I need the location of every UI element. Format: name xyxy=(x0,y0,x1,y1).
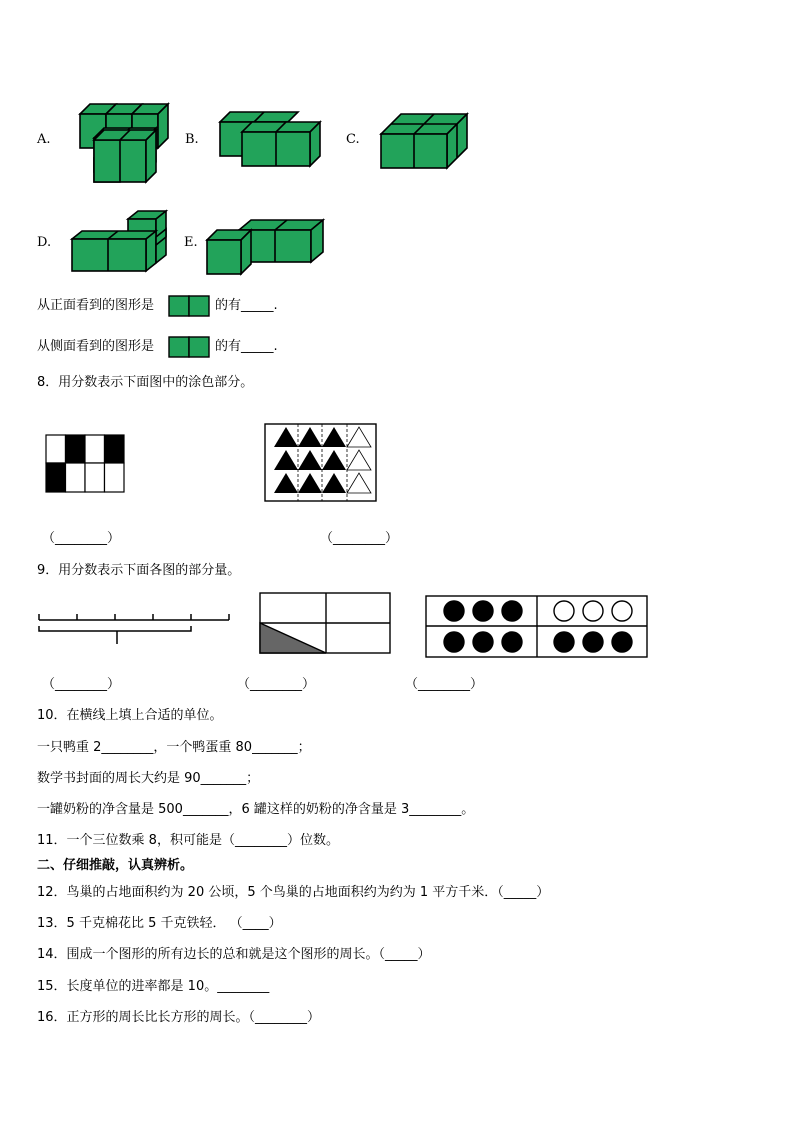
q11-text[interactable]: 11．一个三位数乘 8，积可能是（________）位数。 xyxy=(37,833,339,848)
option-e-label: E. xyxy=(184,235,198,250)
q15-text[interactable]: 15．长度单位的进率都是 10。________ xyxy=(37,979,270,994)
front-view-suffix: 的有_____. xyxy=(215,298,278,313)
circle-dots-figure xyxy=(425,595,650,659)
q10-line-1[interactable]: 一只鸭重 2________，一个鸭蛋重 80_______； xyxy=(37,740,311,755)
q16-text[interactable]: 16．正方形的周长比长方形的周长。（________） xyxy=(37,1010,321,1025)
cube-figure-e xyxy=(205,218,327,276)
q9-answer-blank-3[interactable]: （________） xyxy=(405,677,484,692)
cube-figure-b xyxy=(218,110,324,174)
option-a-label: A. xyxy=(37,132,51,147)
q10-line-3[interactable]: 一罐奶粉的净含量是 500_______，6 罐这样的奶粉的净含量是 3________。 xyxy=(37,802,475,817)
grid-shaded-figure xyxy=(45,434,127,494)
option-b-label: B. xyxy=(185,132,199,147)
q10-title: 10．在横线上填上合适的单位。 xyxy=(37,708,223,723)
q14-text[interactable]: 14．围成一个图形的所有边长的总和就是这个图形的周长。（_____） xyxy=(37,947,431,962)
segment-bar-figure xyxy=(37,610,232,650)
option-c-label: C. xyxy=(346,132,360,147)
option-d-label: D. xyxy=(37,235,52,250)
front-view-prefix: 从正面看到的图形是 xyxy=(37,298,155,313)
two-square-icon xyxy=(168,336,210,358)
q8-answer-blank-2[interactable]: （________） xyxy=(320,531,399,546)
q9-title: 9．用分数表示下面各图的部分量。 xyxy=(37,563,241,578)
side-view-prefix: 从侧面看到的图形是 xyxy=(37,339,155,354)
rectangle-shaded-figure xyxy=(259,592,393,656)
triangle-grid-figure xyxy=(264,423,378,503)
two-square-icon xyxy=(168,295,210,317)
q10-line-2[interactable]: 数学书封面的周长大约是 90_______； xyxy=(37,771,260,786)
q8-answer-blank-1[interactable]: （________） xyxy=(42,531,121,546)
cube-figure-c xyxy=(379,112,471,172)
q9-answer-blank-2[interactable]: （________） xyxy=(237,677,316,692)
cube-figure-a xyxy=(76,100,176,186)
section-2-heading: 二、仔细推敲，认真辨析。 xyxy=(37,858,194,873)
q8-title: 8．用分数表示下面图中的涂色部分。 xyxy=(37,375,254,390)
cube-figure-d xyxy=(70,207,170,277)
q13-text[interactable]: 13．5 千克棉花比 5 千克铁轻． （____） xyxy=(37,916,282,931)
side-view-suffix: 的有_____. xyxy=(215,339,278,354)
q9-answer-blank-1[interactable]: （________） xyxy=(42,677,121,692)
q12-text[interactable]: 12．鸟巢的占地面积约为 20 公顷，5 个鸟巢的占地面积约为约为 1 平方千米．（_____） xyxy=(37,885,550,900)
